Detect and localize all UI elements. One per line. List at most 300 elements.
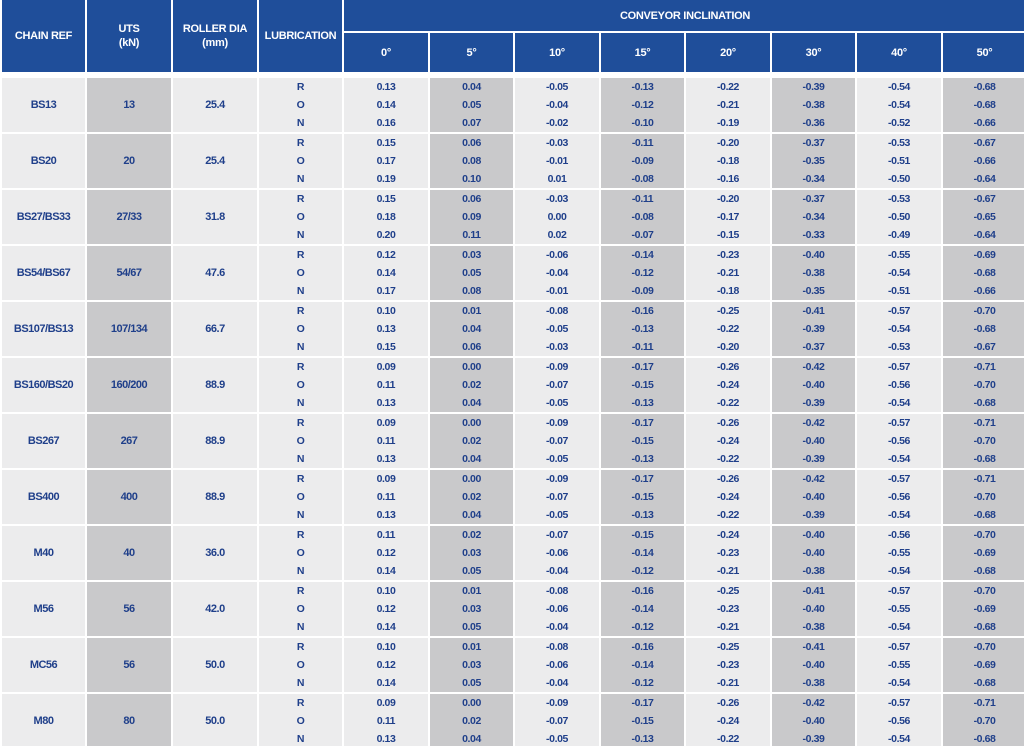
- uts-cell: 40: [87, 524, 171, 580]
- coefficient-cell: [515, 412, 599, 468]
- chain-ref-cell: BS54/BS67: [2, 244, 85, 300]
- uts-cell: 56: [87, 580, 171, 636]
- coefficient-value: -0.14: [631, 249, 654, 261]
- coefficient-value: -0.69: [973, 249, 996, 261]
- coefficient-value: -0.16: [717, 173, 739, 185]
- coefficient-value: -0.54: [888, 733, 910, 745]
- table-row: [2, 300, 1024, 356]
- coefficient-cell: [430, 412, 513, 468]
- coefficient-value: 0.14: [376, 99, 396, 111]
- coefficient-value: -0.09: [546, 473, 568, 485]
- coefficient-value: -0.38: [802, 677, 825, 689]
- coefficient-value: -0.52: [888, 117, 910, 129]
- coefficient-cell: [857, 580, 941, 636]
- coefficient-value: -0.20: [717, 341, 739, 353]
- coefficient-cell: [344, 636, 428, 692]
- coefficient-value: -0.23: [717, 547, 739, 559]
- coefficient-value: -0.56: [888, 491, 910, 503]
- coefficient-value: -0.71: [973, 361, 996, 373]
- coefficient-cell: [772, 468, 855, 524]
- coefficient-value: -0.42: [802, 473, 825, 485]
- coefficient-value: -0.66: [973, 285, 996, 297]
- coefficient-value: -0.04: [546, 621, 568, 633]
- coefficient-cell: [430, 356, 513, 412]
- coefficient-value: -0.57: [888, 473, 910, 485]
- coefficient-value: -0.17: [631, 417, 654, 429]
- coefficient-value: 0.04: [462, 397, 481, 409]
- coefficient-value: -0.26: [717, 473, 739, 485]
- coefficient-cell: [772, 300, 855, 356]
- coefficient-value: -0.11: [631, 137, 654, 149]
- coefficient-cell: [344, 244, 428, 300]
- coefficient-value: -0.68: [973, 621, 996, 633]
- coefficient-cell: [686, 188, 770, 244]
- coefficient-value: -0.12: [631, 621, 654, 633]
- coefficient-value: -0.37: [802, 341, 825, 353]
- coefficient-value: -0.54: [888, 323, 910, 335]
- coefficient-value: -0.22: [717, 323, 739, 335]
- coefficient-cell: [772, 412, 855, 468]
- uts-cell: 80: [87, 692, 171, 746]
- coefficient-value: 0.09: [376, 473, 396, 485]
- coefficient-value: -0.54: [888, 397, 910, 409]
- coefficient-cell: [857, 524, 941, 580]
- coefficient-value: -0.39: [802, 323, 825, 335]
- coefficient-value: -0.12: [631, 267, 654, 279]
- chain-ref-cell: MC56: [2, 636, 85, 692]
- coefficient-value: -0.53: [888, 193, 910, 205]
- coefficient-value: -0.38: [802, 267, 825, 279]
- coefficient-cell: [686, 412, 770, 468]
- coefficient-value: -0.20: [717, 137, 739, 149]
- coefficient-value: -0.18: [717, 285, 739, 297]
- coefficient-value: -0.70: [973, 585, 996, 597]
- coefficient-value: -0.57: [888, 305, 910, 317]
- lubrication-code: O: [296, 659, 305, 671]
- coefficient-value: -0.57: [888, 641, 910, 653]
- coefficient-value: -0.40: [802, 491, 825, 503]
- lubrication-code: O: [296, 435, 305, 447]
- uts-cell: 267: [87, 412, 171, 468]
- coefficient-value: -0.70: [973, 305, 996, 317]
- coefficient-value: -0.08: [546, 585, 568, 597]
- coefficient-value: -0.39: [802, 397, 825, 409]
- coefficient-cell: [857, 188, 941, 244]
- coefficient-value: 0.00: [462, 361, 481, 373]
- coefficient-value: -0.01: [546, 155, 568, 167]
- coefficient-value: -0.18: [717, 155, 739, 167]
- coefficient-cell: [430, 580, 513, 636]
- coefficient-cell: [515, 132, 599, 188]
- lubrication-cell: [259, 580, 342, 636]
- coefficient-cell: [430, 132, 513, 188]
- coefficient-value: 0.17: [376, 155, 396, 167]
- coefficient-value: -0.09: [631, 285, 654, 297]
- coefficient-value: -0.11: [631, 193, 654, 205]
- coefficient-value: 0.11: [376, 715, 396, 727]
- coefficient-value: -0.57: [888, 697, 910, 709]
- coefficient-value: -0.54: [888, 453, 910, 465]
- coefficient-value: 0.05: [462, 267, 481, 279]
- coefficient-value: 0.13: [376, 397, 396, 409]
- coefficient-value: 0.11: [376, 435, 396, 447]
- coefficient-value: -0.67: [973, 193, 996, 205]
- coefficient-value: -0.22: [717, 733, 739, 745]
- coefficient-cell: [430, 300, 513, 356]
- coefficient-cell: [344, 692, 428, 746]
- roller-dia-cell: 50.0: [173, 692, 257, 746]
- coefficient-value: -0.14: [631, 547, 654, 559]
- table-row: [2, 580, 1024, 636]
- lubrication-code: N: [296, 621, 305, 633]
- roller-dia-cell: 88.9: [173, 356, 257, 412]
- coefficient-cell: [515, 356, 599, 412]
- coefficient-cell: [772, 188, 855, 244]
- uts-cell: 27/33: [87, 188, 171, 244]
- table-row: [2, 524, 1024, 580]
- lubrication-code: R: [296, 81, 305, 93]
- coefficient-value: 0.03: [462, 249, 481, 261]
- coefficient-cell: [686, 300, 770, 356]
- coefficient-cell: [601, 132, 684, 188]
- coefficient-value: 0.02: [462, 379, 481, 391]
- coefficient-cell: [344, 580, 428, 636]
- uts-cell: 400: [87, 468, 171, 524]
- coefficient-cell: [772, 580, 855, 636]
- coefficient-value: -0.51: [888, 285, 910, 297]
- coefficient-value: -0.68: [973, 733, 996, 745]
- coefficient-value: -0.38: [802, 621, 825, 633]
- table-row: [2, 188, 1024, 244]
- coefficient-value: -0.37: [802, 137, 825, 149]
- coefficient-value: -0.67: [973, 341, 996, 353]
- coefficient-value: 0.15: [376, 137, 396, 149]
- table-row: [2, 692, 1024, 746]
- coefficient-value: -0.12: [631, 99, 654, 111]
- coefficient-value: 0.10: [376, 305, 396, 317]
- coefficient-cell: [601, 468, 684, 524]
- coefficient-value: -0.12: [631, 677, 654, 689]
- lubrication-cell: [259, 356, 342, 412]
- coefficient-cell: [686, 524, 770, 580]
- lubrication-code: R: [296, 697, 305, 709]
- coefficient-value: -0.17: [717, 211, 739, 223]
- coefficient-value: -0.41: [802, 305, 825, 317]
- lubrication-code: O: [296, 379, 305, 391]
- lubrication-cell: [259, 76, 342, 132]
- coefficient-value: -0.38: [802, 565, 825, 577]
- coefficient-cell: [430, 468, 513, 524]
- lubrication-code: R: [296, 137, 305, 149]
- lubrication-code: O: [296, 99, 305, 111]
- coefficient-cell: [943, 188, 1024, 244]
- lubrication-code: R: [296, 417, 305, 429]
- coefficient-value: -0.35: [802, 155, 825, 167]
- lubrication-code: N: [296, 677, 305, 689]
- coefficient-value: -0.08: [546, 305, 568, 317]
- lubrication-code: R: [296, 641, 305, 653]
- coefficient-value: -0.25: [717, 641, 739, 653]
- header-angle: 30°: [772, 33, 855, 72]
- coefficient-value: 0.05: [462, 565, 481, 577]
- coefficient-value: -0.38: [802, 99, 825, 111]
- coefficient-value: -0.15: [717, 229, 739, 241]
- header-angle: 50°: [943, 33, 1024, 72]
- coefficient-cell: [857, 412, 941, 468]
- coefficient-value: -0.21: [717, 565, 739, 577]
- coefficient-value: -0.42: [802, 697, 825, 709]
- coefficient-value: -0.55: [888, 547, 910, 559]
- coefficient-value: -0.64: [973, 173, 996, 185]
- coefficient-value: -0.53: [888, 341, 910, 353]
- lubrication-cell: [259, 188, 342, 244]
- uts-cell: 107/134: [87, 300, 171, 356]
- coefficient-value: -0.07: [546, 491, 568, 503]
- roller-dia-cell: 25.4: [173, 132, 257, 188]
- coefficient-cell: [772, 132, 855, 188]
- coefficient-value: -0.68: [973, 267, 996, 279]
- lubrication-cell: [259, 412, 342, 468]
- coefficient-value: -0.13: [631, 323, 654, 335]
- coefficient-cell: [515, 300, 599, 356]
- coefficient-value: 0.20: [376, 229, 396, 241]
- coefficient-value: -0.69: [973, 659, 996, 671]
- lubrication-code: R: [296, 361, 305, 373]
- coefficient-value: 0.06: [462, 341, 481, 353]
- coefficient-value: -0.23: [717, 249, 739, 261]
- coefficient-value: -0.40: [802, 659, 825, 671]
- header-lubrication: LUBRICATION: [259, 0, 342, 72]
- lubrication-code: O: [296, 211, 305, 223]
- coefficient-cell: [686, 468, 770, 524]
- coefficient-cell: [344, 468, 428, 524]
- coefficient-value: -0.68: [973, 81, 996, 93]
- table-row: [2, 132, 1024, 188]
- coefficient-value: -0.39: [802, 733, 825, 745]
- coefficient-value: -0.05: [546, 509, 568, 521]
- coefficient-value: -0.40: [802, 435, 825, 447]
- coefficient-value: -0.15: [631, 529, 654, 541]
- roller-dia-cell: 47.6: [173, 244, 257, 300]
- coefficient-value: -0.06: [546, 249, 568, 261]
- coefficient-value: -0.51: [888, 155, 910, 167]
- coefficient-value: -0.68: [973, 565, 996, 577]
- coefficient-value: -0.41: [802, 585, 825, 597]
- coefficient-value: 0.10: [376, 641, 396, 653]
- coefficient-value: -0.25: [717, 585, 739, 597]
- chain-ref-cell: M56: [2, 580, 85, 636]
- coefficient-value: -0.40: [802, 715, 825, 727]
- coefficient-cell: [857, 76, 941, 132]
- coefficient-value: -0.68: [973, 677, 996, 689]
- coefficient-value: -0.07: [546, 379, 568, 391]
- uts-cell: 54/67: [87, 244, 171, 300]
- coefficient-value: -0.24: [717, 491, 739, 503]
- coefficient-value: -0.54: [888, 565, 910, 577]
- coefficient-value: -0.10: [631, 117, 654, 129]
- coefficient-value: 0.01: [462, 585, 481, 597]
- coefficient-value: -0.04: [546, 99, 568, 111]
- roller-dia-cell: 88.9: [173, 412, 257, 468]
- table-body: [2, 72, 1024, 746]
- coefficient-value: 0.17: [376, 285, 396, 297]
- uts-cell: 13: [87, 76, 171, 132]
- header-roller-dia: ROLLER DIA (mm): [173, 0, 257, 72]
- coefficient-value: -0.07: [631, 229, 654, 241]
- coefficient-value: -0.21: [717, 267, 739, 279]
- coefficient-value: -0.56: [888, 715, 910, 727]
- chain-ref-cell: BS267: [2, 412, 85, 468]
- coefficient-value: -0.19: [717, 117, 739, 129]
- coefficient-cell: [772, 356, 855, 412]
- coefficient-value: -0.54: [888, 267, 910, 279]
- coefficient-value: -0.50: [888, 211, 910, 223]
- coefficient-cell: [772, 76, 855, 132]
- coefficient-cell: [601, 356, 684, 412]
- lubrication-code: N: [296, 453, 305, 465]
- coefficient-value: -0.57: [888, 361, 910, 373]
- coefficient-cell: [772, 524, 855, 580]
- coefficient-value: -0.09: [546, 361, 568, 373]
- coefficient-value: -0.54: [888, 621, 910, 633]
- table-row: [2, 356, 1024, 412]
- coefficient-value: -0.49: [888, 229, 910, 241]
- coefficient-cell: [515, 692, 599, 746]
- coefficient-value: -0.13: [631, 509, 654, 521]
- coefficient-value: 0.01: [547, 173, 567, 185]
- roller-dia-cell: 50.0: [173, 636, 257, 692]
- chain-ref-cell: BS27/BS33: [2, 188, 85, 244]
- lubrication-code: R: [296, 473, 305, 485]
- coefficient-cell: [943, 132, 1024, 188]
- coefficient-cell: [857, 300, 941, 356]
- coefficient-value: 0.11: [376, 379, 396, 391]
- coefficient-value: -0.34: [802, 211, 825, 223]
- lubrication-cell: [259, 692, 342, 746]
- coefficient-value: -0.03: [546, 341, 568, 353]
- coefficient-value: -0.55: [888, 659, 910, 671]
- coefficient-value: -0.24: [717, 435, 739, 447]
- coefficient-cell: [515, 580, 599, 636]
- coefficient-value: 0.14: [376, 565, 396, 577]
- lubrication-code: R: [296, 193, 305, 205]
- coefficient-cell: [686, 580, 770, 636]
- coefficient-value: 0.14: [376, 267, 396, 279]
- coefficient-value: -0.22: [717, 453, 739, 465]
- coefficient-value: 0.04: [462, 81, 481, 93]
- coefficient-value: 0.13: [376, 733, 396, 745]
- header-angle: 10°: [515, 33, 599, 72]
- coefficient-cell: [515, 244, 599, 300]
- coefficient-value: 0.13: [376, 323, 396, 335]
- coefficient-value: -0.09: [546, 417, 568, 429]
- coefficient-value: -0.08: [631, 211, 654, 223]
- coefficient-value: -0.54: [888, 509, 910, 521]
- coefficient-value: -0.14: [631, 659, 654, 671]
- coefficient-value: -0.07: [546, 435, 568, 447]
- table-row: [2, 412, 1024, 468]
- coefficient-value: 0.06: [462, 193, 481, 205]
- lubrication-cell: [259, 244, 342, 300]
- coefficient-cell: [430, 636, 513, 692]
- coefficient-cell: [943, 300, 1024, 356]
- coefficient-value: -0.68: [973, 397, 996, 409]
- coefficient-value: -0.40: [802, 379, 825, 391]
- coefficient-value: -0.53: [888, 137, 910, 149]
- coefficient-value: -0.03: [546, 137, 568, 149]
- coefficient-value: 0.10: [462, 173, 481, 185]
- coefficient-value: 0.12: [376, 547, 396, 559]
- coefficient-value: 0.13: [376, 509, 396, 521]
- coefficient-cell: [772, 692, 855, 746]
- coefficient-value: 0.00: [462, 473, 481, 485]
- coefficient-value: -0.33: [802, 229, 825, 241]
- lubrication-code: N: [296, 173, 305, 185]
- coefficient-value: -0.07: [546, 529, 568, 541]
- coefficient-value: -0.14: [631, 603, 654, 615]
- coefficient-value: -0.68: [973, 453, 996, 465]
- coefficient-value: -0.15: [631, 715, 654, 727]
- coefficient-value: -0.57: [888, 585, 910, 597]
- coefficient-value: -0.40: [802, 603, 825, 615]
- coefficient-value: -0.21: [717, 677, 739, 689]
- coefficient-cell: [857, 244, 941, 300]
- coefficient-value: -0.21: [717, 621, 739, 633]
- coefficient-cell: [857, 692, 941, 746]
- coefficient-cell: [943, 468, 1024, 524]
- coefficient-value: -0.26: [717, 361, 739, 373]
- lubrication-code: R: [296, 305, 305, 317]
- coefficient-value: -0.15: [631, 379, 654, 391]
- coefficient-cell: [515, 636, 599, 692]
- coefficient-value: 0.16: [376, 117, 396, 129]
- coefficient-cell: [943, 580, 1024, 636]
- coefficient-value: 0.15: [376, 341, 396, 353]
- coefficient-value: 0.02: [462, 529, 481, 541]
- table-row: [2, 468, 1024, 524]
- coefficient-value: 0.10: [376, 585, 396, 597]
- chain-ref-cell: BS160/BS20: [2, 356, 85, 412]
- coefficient-value: 0.12: [376, 659, 396, 671]
- coefficient-value: 0.19: [376, 173, 396, 185]
- lubrication-code: O: [296, 603, 305, 615]
- coefficient-value: -0.66: [973, 117, 996, 129]
- coefficient-cell: [943, 244, 1024, 300]
- coefficient-value: -0.68: [973, 99, 996, 111]
- lubrication-code: O: [296, 267, 305, 279]
- coefficient-value: -0.17: [631, 473, 654, 485]
- coefficient-cell: [515, 188, 599, 244]
- coefficient-cell: [772, 244, 855, 300]
- chain-ref-cell: M80: [2, 692, 85, 746]
- coefficient-value: -0.40: [802, 547, 825, 559]
- coefficient-value: -0.17: [631, 361, 654, 373]
- uts-cell: 160/200: [87, 356, 171, 412]
- uts-cell: 20: [87, 132, 171, 188]
- coefficient-value: -0.65: [973, 211, 996, 223]
- coefficient-value: 0.04: [462, 323, 481, 335]
- coefficient-value: 0.03: [462, 659, 481, 671]
- lubrication-cell: [259, 468, 342, 524]
- lubrication-cell: [259, 132, 342, 188]
- coefficient-cell: [344, 524, 428, 580]
- coefficient-value: -0.39: [802, 453, 825, 465]
- coefficient-value: -0.66: [973, 155, 996, 167]
- coefficient-cell: [344, 412, 428, 468]
- coefficient-cell: [686, 132, 770, 188]
- coefficient-value: -0.69: [973, 547, 996, 559]
- coefficient-value: -0.36: [802, 117, 825, 129]
